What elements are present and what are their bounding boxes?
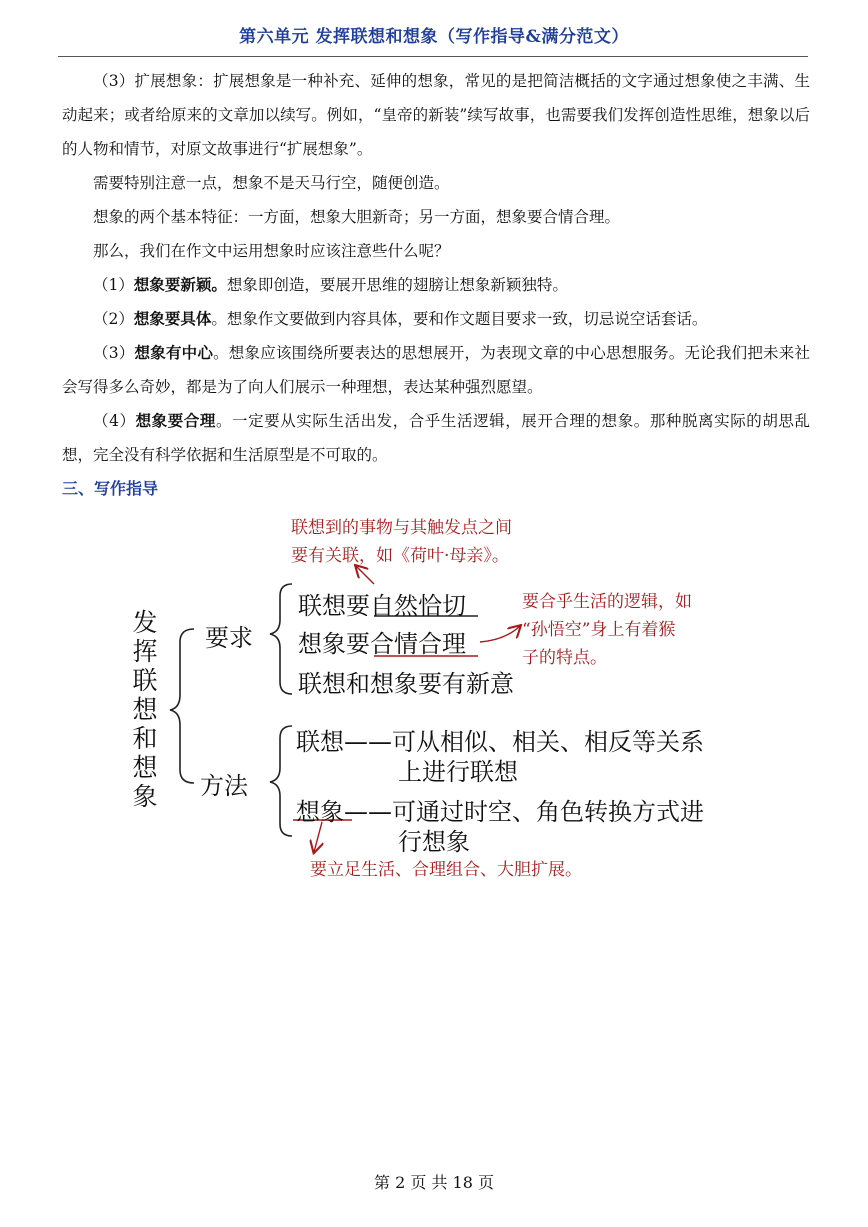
paragraph-point-4 <box>62 404 810 472</box>
arrow-to-right-note <box>480 626 520 642</box>
diagram-root-label: 发挥联想和想象 <box>132 608 158 811</box>
paragraph-point-1 <box>62 268 810 302</box>
annotation-top-line2: 要有关联，如《荷叶·母亲》。 <box>291 546 509 566</box>
annotation-right-line1: 要合乎生活的逻辑，如 <box>522 592 692 612</box>
point-title: 想象要具体 <box>133 309 212 328</box>
point-title: 想象要新颖。 <box>133 275 227 294</box>
section-heading-writing-guide: 三、写作指导 <box>62 479 159 498</box>
method-imagination-label: 想象 <box>296 798 344 826</box>
header-rule <box>58 56 808 57</box>
annotation-bottom: 要立足生活、合理组合、大胆扩展。 <box>310 860 582 880</box>
point-number: （3） <box>93 344 135 362</box>
document-header-title: 第六单元 发挥联想和想象（写作指导&满分范文） <box>239 27 629 47</box>
point-text: 想象即创造，要展开思维的翅膀让想象新颖独特。 <box>226 276 568 294</box>
page-footer: 第 2 页 共 18 页 <box>374 1173 494 1192</box>
root-brace <box>170 629 194 783</box>
paragraph-question: 那么，我们在作文中运用想象时应该注意些什么呢？ <box>93 242 450 260</box>
paragraph-features: 想象的两个基本特征：一方面，想象大胆新奇；另一方面，想象要合情合理。 <box>93 208 621 226</box>
method-association-text: ——可从相似、相关、相反等关系 <box>344 728 704 756</box>
requirement-1-prefix: 联想要 <box>298 592 370 620</box>
paragraph-point-2 <box>62 302 810 336</box>
point-title: 想象要合理 <box>135 411 216 430</box>
method-association-line2: 上进行联想 <box>398 758 518 786</box>
paragraph-note: 需要特别注意一点，想象不是天马行空，随便创造。 <box>93 174 450 192</box>
mind-map-diagram <box>0 500 868 900</box>
annotation-top-line1: 联想到的事物与其触发点之间 <box>291 518 512 538</box>
methods-brace <box>270 726 292 836</box>
method-imagination-line2: 行想象 <box>398 828 470 856</box>
point-text: 。想象应该围绕所要表达的思想展开，为表现文章的中心思想服务。无论我们把未来社会写得多么奇妙，都是为了向人们展示一种理想，表达某种强烈愿望。 <box>62 344 810 396</box>
requirements-brace <box>270 584 292 694</box>
point-number: （1） <box>93 276 134 294</box>
requirement-1-key: 自然恰切 <box>370 592 466 620</box>
paragraph-point-3 <box>62 336 810 404</box>
requirement-2-prefix: 想象要 <box>298 630 370 658</box>
method-imagination-line1 <box>296 792 704 827</box>
requirement-2-key: 合情合理 <box>370 630 466 658</box>
branch-methods-label: 方法 <box>200 772 248 800</box>
requirement-item-1 <box>298 586 466 621</box>
paragraph-expand-imagination: （3）扩展想象：扩展想象是一种补充、延伸的想象，常见的是把简洁概括的文字通过想象使之丰满、生动起来；或者给原来的文章加以续写。例如，“皇帝的新装”续写故事，也需要我们发挥创造性思维，想象以后的人物和情节，对原文故事进行“扩展想象”。 <box>62 72 810 158</box>
branch-requirements-label: 要求 <box>205 624 253 652</box>
annotation-right-line3: 子的特点。 <box>522 648 607 668</box>
requirement-item-3: 联想和想象要有新意 <box>298 670 514 698</box>
point-title: 想象有中心 <box>134 343 214 362</box>
requirement-item-2 <box>298 624 466 659</box>
point-text: 。想象作文要做到内容具体，要和作文题目要求一致，切忌说空话套话。 <box>211 310 708 328</box>
point-text: 。一定要从实际生活出发，合乎生活逻辑，展开合理的想象。那种脱离实际的胡思乱想，完全没有科学依据和生活原型是不可取的。 <box>62 412 810 464</box>
method-association-label: 联想 <box>296 728 344 756</box>
point-number: （4） <box>93 412 136 430</box>
point-number: （2） <box>93 310 134 328</box>
body-text <box>62 64 810 472</box>
annotation-right-line2: “孙悟空”身上有着猴 <box>522 620 676 640</box>
method-imagination-text: ——可通过时空、角色转换方式进 <box>344 798 704 826</box>
